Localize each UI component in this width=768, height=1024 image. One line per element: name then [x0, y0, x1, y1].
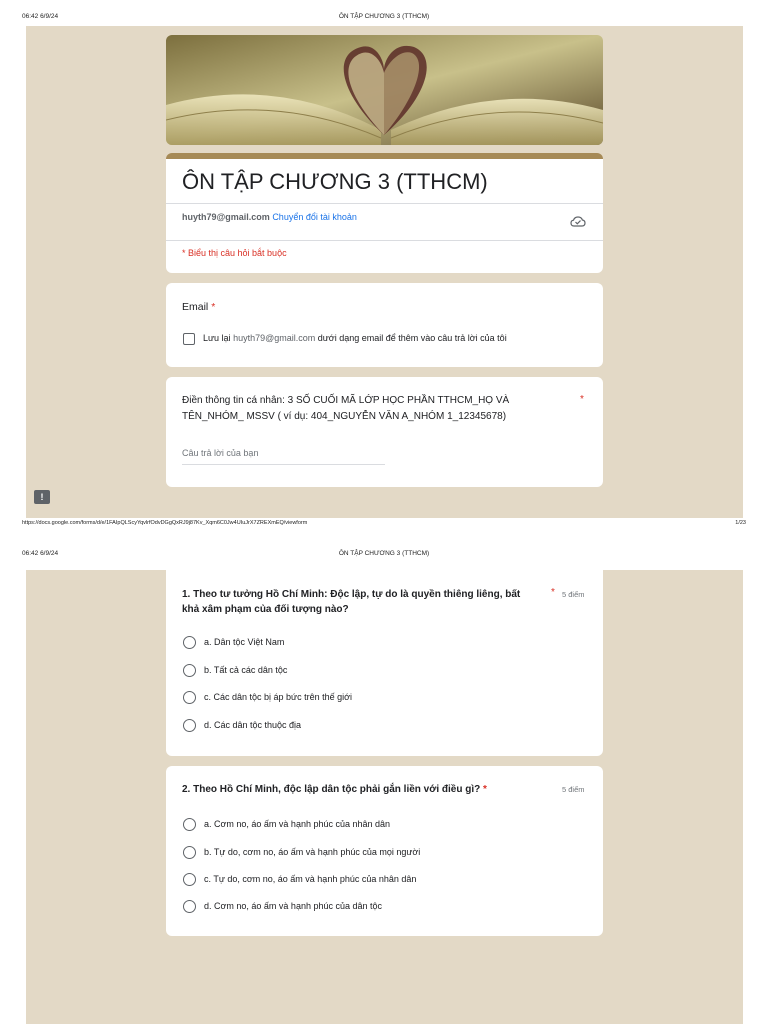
question-2-title-text: 2. Theo Hồ Chí Minh, độc lập dân tộc phải gắn liền với điều gì? [182, 784, 481, 795]
report-feedback-glyph: ! [40, 492, 44, 502]
print-datetime: 06:42 6/9/24 [22, 13, 59, 20]
form-title-card [166, 153, 603, 273]
info-answer-underline [182, 464, 385, 465]
info-question-card [166, 377, 603, 487]
q1-option-a-label: a. Dân tộc Việt Nam [204, 637, 285, 647]
q2-option-b-radio[interactable] [183, 846, 196, 859]
print-title: ÔN TẬP CHƯƠNG 3 (TTHCM) [338, 550, 430, 557]
record-email-label [203, 333, 507, 343]
email-question-card [166, 283, 603, 367]
q2-option-b-label: b. Tự do, cơm no, áo ấm và hạnh phúc của mọi người [204, 847, 421, 857]
account-row [182, 212, 357, 222]
q1-option-c-radio[interactable] [183, 691, 196, 704]
question-1-title [182, 587, 552, 617]
q1-option-d-label: d. Các dân tộc thuộc địa [204, 720, 302, 730]
question-1-card [166, 570, 603, 756]
q2-option-a-radio[interactable] [183, 818, 196, 831]
required-star: * [483, 784, 487, 795]
record-email-checkbox[interactable] [183, 333, 195, 345]
required-star: * [551, 587, 555, 598]
info-question-line2: TÊN_NHÓM_ MSSV ( ví dụ: 404_NGUYỄN VĂN A_NHÓM 1_12345678) [182, 411, 507, 422]
q2-option-d-radio[interactable] [183, 900, 196, 913]
print-page-2 [0, 550, 768, 1024]
print-url: https://docs.google.com/forms/d/e/1FAIpQLScyYqvlrfOdvDGgQxRJ9j87Kv_Xqm6C0Jw4UIuJrX7ZREXmEQ/viewform [22, 520, 308, 526]
email-label-text: Email [182, 301, 209, 313]
info-question-line1: Điền thông tin cá nhân: 3 SỐ CUỐI MÃ LỚP HỌC PHẦN TTHCM_HỌ VÀ [182, 395, 510, 406]
question-1-points: 5 điểm [562, 590, 585, 599]
header-banner-image [166, 35, 603, 145]
q2-option-c-label: c. Tự do, cơm no, áo ấm và hạnh phúc của nhân dân [204, 874, 417, 884]
required-star: * [211, 301, 216, 313]
info-answer-input[interactable]: Câu trả lời của bạn [182, 448, 259, 458]
account-divider [166, 240, 603, 241]
info-question-title [182, 393, 509, 425]
q2-option-d-label: d. Cơm no, áo ấm và hạnh phúc của dân tộc [204, 901, 383, 911]
cloud-saved-icon [570, 215, 586, 227]
print-page-number: 1/23 [735, 520, 746, 526]
q1-option-d-radio[interactable] [183, 719, 196, 732]
q2-option-a-label: a. Cơm no, áo ấm và hạnh phúc của nhân dân [204, 819, 391, 829]
q1-option-c-label: c. Các dân tộc bị áp bức trên thế giới [204, 692, 353, 702]
question-1-title-line2: khả xâm phạm của đối tượng nào? [182, 604, 349, 615]
question-2-title [182, 782, 487, 797]
title-divider [166, 203, 603, 204]
record-email-address: huyth79@gmail.com [233, 333, 316, 343]
report-feedback-icon[interactable] [34, 490, 50, 504]
record-email-suffix: dưới dạng email để thêm vào câu trả lời của tôi [317, 333, 507, 343]
print-datetime: 06:42 6/9/24 [22, 550, 59, 557]
required-note: * Biểu thị câu hỏi bắt buộc [182, 248, 287, 258]
print-header [0, 0, 768, 18]
q1-option-b-radio[interactable] [183, 664, 196, 677]
print-header [0, 537, 768, 555]
switch-account-link[interactable]: Chuyển đổi tài khoản [272, 212, 357, 222]
form-title: ÔN TẬP CHƯƠNG 3 (TTHCM) [182, 169, 488, 194]
print-title: ÔN TẬP CHƯƠNG 3 (TTHCM) [338, 13, 430, 20]
q1-option-b-label: b. Tất cả các dân tộc [204, 665, 288, 675]
email-label [182, 301, 215, 313]
question-2-points: 5 điểm [562, 785, 585, 794]
q2-option-c-radio[interactable] [183, 873, 196, 886]
account-email: huyth79@gmail.com [182, 212, 270, 222]
record-email-prefix: Lưu lại [203, 333, 231, 343]
question-1-title-line1: 1. Theo tư tưởng Hồ Chí Minh: Độc lập, tự do là quyền thiêng liêng, bất [182, 589, 521, 600]
required-star: * [580, 394, 584, 405]
question-2-card [166, 766, 603, 936]
q1-option-a-radio[interactable] [183, 636, 196, 649]
